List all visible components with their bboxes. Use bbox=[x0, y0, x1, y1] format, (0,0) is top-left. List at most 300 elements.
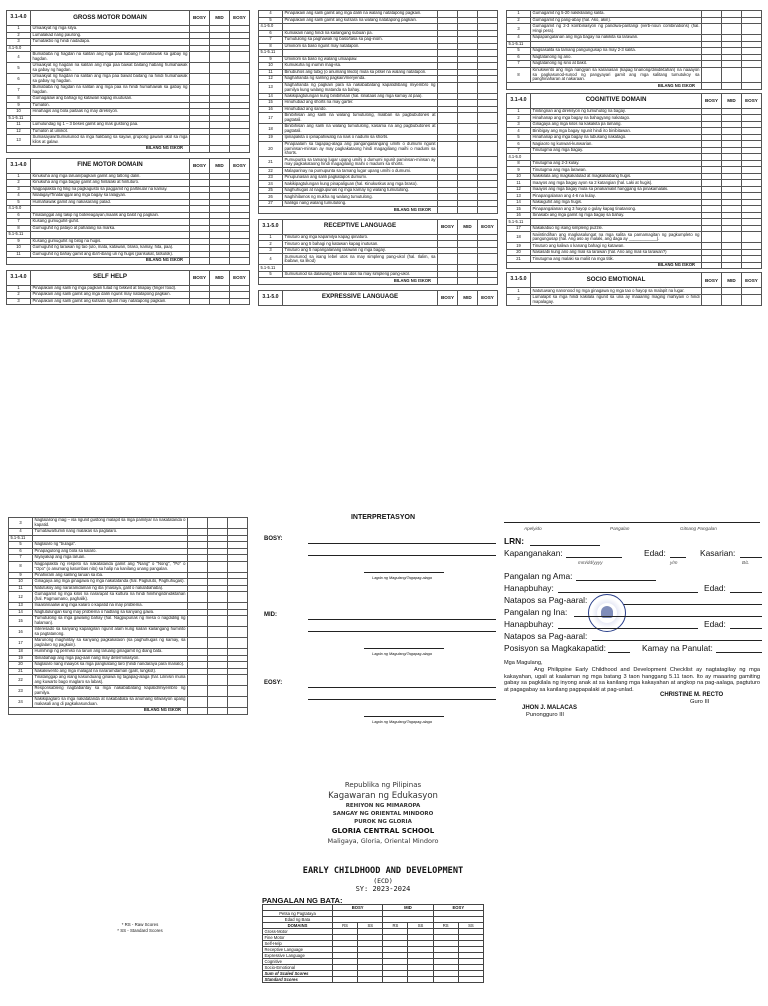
item-number: 2 bbox=[507, 294, 531, 305]
item-description: Naglalaro ng "bulaga". bbox=[33, 542, 188, 549]
item-description: Pumupunta sa tamang lugar upang umihi o dumumi ngunit paminsan-minsan ay may pagkakataong hindi magagiliang maihi o madumi sa shorts. bbox=[284, 156, 436, 167]
item-number: 10 bbox=[9, 579, 33, 586]
mid-score-cell[interactable] bbox=[210, 52, 230, 63]
item-number: 3 bbox=[7, 298, 31, 305]
mid-score-cell[interactable] bbox=[208, 638, 228, 649]
kapanganakan-label: Kapanganakan: bbox=[504, 548, 563, 558]
eosy-header: EOSY bbox=[742, 93, 762, 108]
table-row bbox=[9, 627, 248, 638]
table-row bbox=[507, 67, 762, 83]
item-description: Gumagamit ng 5-20 nakikilalang salita. bbox=[531, 11, 702, 18]
table-row bbox=[259, 113, 498, 124]
mid-header: MID bbox=[210, 11, 230, 26]
mid-header: MID bbox=[722, 93, 742, 108]
ina-field[interactable] bbox=[574, 616, 762, 617]
bosy-score-cell[interactable] bbox=[190, 135, 210, 146]
ama-natapos-label: Natapos sa Pag-aaral: bbox=[504, 595, 588, 605]
mid-total-cell[interactable] bbox=[722, 262, 742, 269]
bosy-score-cell[interactable] bbox=[190, 85, 210, 96]
item-number: 3 bbox=[9, 518, 33, 529]
eosy-total-cell[interactable] bbox=[742, 262, 762, 269]
bosy-score-cell[interactable] bbox=[188, 675, 208, 686]
mid-total-cell[interactable] bbox=[210, 146, 230, 153]
item-number: 22 bbox=[9, 675, 33, 686]
eosy-score-cell[interactable] bbox=[230, 85, 250, 96]
item-description: Tumatakbo ng hindi nadadapa. bbox=[31, 39, 190, 46]
mid-score-cell[interactable] bbox=[210, 85, 230, 96]
bosy-score-cell[interactable] bbox=[438, 113, 458, 124]
eosy-score-cell[interactable] bbox=[228, 675, 248, 686]
mid-score-cell[interactable] bbox=[208, 592, 228, 603]
footnote bbox=[90, 922, 190, 934]
item-number: 19 bbox=[259, 135, 283, 142]
score-cell[interactable] bbox=[383, 977, 408, 983]
domains-label: DOMAINS bbox=[263, 923, 333, 929]
item-number: 12 bbox=[259, 76, 283, 83]
rs-header: RS bbox=[433, 923, 458, 929]
bosy-score-cell[interactable] bbox=[702, 294, 722, 305]
mid-score-cell[interactable] bbox=[722, 232, 742, 243]
mid-total-cell[interactable] bbox=[458, 278, 478, 285]
table-row bbox=[7, 298, 250, 305]
bosy-score-cell[interactable] bbox=[188, 638, 208, 649]
eosy-score-cell[interactable] bbox=[478, 157, 498, 168]
item-number: 16 bbox=[9, 627, 33, 638]
table-row bbox=[259, 141, 498, 157]
item-description: Gumagamit ng 2-3 kombinasyon ng pandiwa-pantangi (verb-noun combinations) (hal. Hingi pera). bbox=[532, 23, 700, 33]
bosy-total-cell[interactable] bbox=[188, 708, 208, 715]
item-description: Bumababa ng hagdan na salitan ang mga paa na hindi humahawak sa gabay ng hagdan. bbox=[32, 84, 188, 94]
interp-eosy-sign-line[interactable] bbox=[364, 716, 444, 717]
interp-mid-line-2[interactable] bbox=[308, 631, 496, 632]
item-number: 11 bbox=[507, 180, 531, 187]
lrn-field[interactable] bbox=[530, 545, 600, 546]
mid-score-cell[interactable] bbox=[458, 157, 478, 168]
bosy-score-cell[interactable] bbox=[438, 141, 458, 157]
bosy-score-cell[interactable] bbox=[188, 592, 208, 603]
item-number: 8 bbox=[7, 96, 31, 103]
bosy-total-cell[interactable] bbox=[438, 278, 458, 285]
mid-total-cell[interactable] bbox=[208, 708, 228, 715]
eosy-score-cell[interactable] bbox=[228, 638, 248, 649]
eosy-score-cell[interactable] bbox=[478, 254, 498, 265]
eosy-score-cell[interactable] bbox=[478, 124, 498, 135]
item-description: Humahawak gamit ang nakasarang palad. bbox=[31, 199, 190, 206]
school-name: GLORIA CENTRAL SCHOOL bbox=[331, 827, 435, 835]
bosy-score-cell[interactable] bbox=[190, 63, 210, 74]
item-number: 13 bbox=[7, 135, 31, 146]
ama-field[interactable] bbox=[576, 580, 656, 581]
item-description: Nakikipaglaro sa mga nakatatanda at nakababata sa anumang sitwasyon upang makasali ang di pagkakasunduan. bbox=[34, 696, 186, 706]
mid-score-cell[interactable] bbox=[722, 294, 742, 305]
eosy-score-cell[interactable] bbox=[228, 697, 248, 708]
eosy-score-cell[interactable] bbox=[230, 63, 250, 74]
item-description: Nagtutulungan kung may problema o hadlang sa kanyang gawa. bbox=[33, 609, 188, 616]
item-description: Kinukwento ang mga nangyari sa karanasan (kapag tinanong/dinidiktahan) na naaayon sa pagkasunod-sunod ng pangyayari gamit ang mga salitang tumutukoy sa panghinaharan at nakaraan. bbox=[532, 67, 700, 82]
mid-score-cell[interactable] bbox=[458, 124, 478, 135]
eosy-score-cell[interactable] bbox=[228, 518, 248, 529]
item-description: Tinuturo ang kaliwa o kanang bahagi ng katawan. bbox=[531, 243, 702, 250]
item-number: 5 bbox=[7, 199, 31, 206]
bosy-score-cell[interactable] bbox=[702, 24, 722, 35]
mid-score-cell[interactable] bbox=[458, 82, 478, 93]
eosy-total-cell[interactable] bbox=[228, 708, 248, 715]
item-description: Ginagaya ang mga ginagawa ng mga nakatatanda (hal. Pagluluto, Paghuhugas). bbox=[33, 579, 188, 586]
item-description: Pinapakain ang sarili gamit ang kutsara ngunit may natatapong pagkain. bbox=[31, 298, 190, 305]
item-description: Ibinabahagi ang mga pag-aari nang may determinasyon. bbox=[33, 655, 188, 662]
item-number: 2 bbox=[7, 32, 31, 39]
gross-motor-table bbox=[6, 10, 250, 153]
domain-row-label: Cognitive bbox=[263, 959, 333, 965]
item-description: Gumuguhit ng bahay gamit ang iba't-ibang uri ng hugis (parisukat, tatsulok). bbox=[31, 251, 190, 258]
item-description: Nakikipagtulungan kung binibihisan (hal. itinataas ang mga kamay at paa). bbox=[283, 93, 438, 100]
kagawaran-line: Kagawaran ng Edukasyon bbox=[328, 791, 438, 801]
eosy-total-cell[interactable] bbox=[230, 258, 250, 265]
fine-motor-table bbox=[6, 158, 250, 265]
score-cell[interactable] bbox=[458, 977, 483, 983]
interpretasyon-section bbox=[258, 508, 508, 748]
item-number: 5 bbox=[507, 134, 531, 141]
item-description: Naghahanda ng sariling pagkain/meryenda. bbox=[283, 76, 438, 83]
eosy-score-cell[interactable] bbox=[742, 67, 762, 83]
bosy-score-cell[interactable] bbox=[190, 298, 210, 305]
item-number: 8 bbox=[9, 561, 33, 572]
domain-row-label: Fine Motor bbox=[263, 935, 333, 941]
self-help-table bbox=[6, 270, 250, 306]
item-number: 9 bbox=[507, 167, 531, 174]
interp-mid-sign-line[interactable] bbox=[364, 648, 444, 649]
ina-natapos-field[interactable] bbox=[592, 640, 762, 641]
domain-title: SOCIO EMOTIONAL bbox=[531, 273, 702, 288]
expressive-continued-table bbox=[506, 10, 762, 90]
item-description: Nakikipagtulungan kung pinapaliguan (hal. Kinukuskus ang mga braso). bbox=[283, 181, 438, 188]
kasarian-field[interactable] bbox=[740, 557, 762, 558]
bosy-score-cell[interactable] bbox=[188, 686, 208, 697]
ama-edad-field[interactable] bbox=[730, 592, 762, 593]
bosy-score-cell[interactable] bbox=[438, 82, 458, 93]
rehiyon-line: REHIYON NG MIMAROPA bbox=[345, 803, 421, 809]
eosy-score-cell[interactable] bbox=[230, 298, 250, 305]
item-number: 9 bbox=[7, 238, 31, 245]
item-description: Tinuturo ang 5 bahagi ng katawan kapag inutusan. bbox=[283, 241, 438, 248]
cognitive-table bbox=[506, 93, 762, 270]
bosy-score-cell[interactable] bbox=[438, 124, 458, 135]
score-cell[interactable] bbox=[358, 977, 383, 983]
letter-body: Ang Philippine Early Childhood and Development Checklist ay nagtatagilay ng mga kakayahan, ugali at kaalaman ng mga batang 3 taon hanggang 5.11 taon. Ito ay maaaring gamiting gabay sa pagkilala ng inyong anak at sa kanilang mga kakayahan at angkop na pag-aalaga, pagtuturo at pagagabay sa kanilang pagpapalaki at pag-unlad. bbox=[504, 667, 760, 694]
mid-header: MID bbox=[383, 905, 433, 911]
mid-header: MID bbox=[458, 219, 478, 234]
interp-bosy-line-1[interactable] bbox=[308, 543, 496, 544]
score-cell[interactable] bbox=[433, 977, 458, 983]
item-description: Lumalakad nang paurong. bbox=[31, 32, 190, 39]
item-number: 8 bbox=[507, 160, 531, 167]
eosy-total-cell[interactable] bbox=[478, 278, 498, 285]
item-description: Nilalagay/Tinatanggal ang mga bagay sa lalagyan. bbox=[31, 193, 190, 200]
edad-field[interactable] bbox=[670, 557, 686, 558]
domain-title: SELF HELP bbox=[31, 270, 190, 285]
item-description: Umaakyat ng mga silya. bbox=[31, 26, 190, 33]
mid-score-cell[interactable] bbox=[458, 254, 478, 265]
domain-row-label: Self-Help bbox=[263, 941, 333, 947]
mid-header: MID bbox=[210, 158, 230, 173]
bosy-header: BOSY bbox=[702, 273, 722, 288]
item-number: 18 bbox=[507, 232, 531, 243]
panel-self-receptive bbox=[258, 10, 498, 306]
socio-emotional-continued-table bbox=[8, 517, 248, 715]
mid-score-cell[interactable] bbox=[210, 63, 230, 74]
item-description: Kusang gumuguhit ng bilog na hugis. bbox=[31, 238, 190, 245]
item-description: Naiintindihan ang magkasalungat na mga salita sa pamamagitan ng pagkumpleto ng pangungusap (hal. Ang aso ay malaki, ang daga ay ____________). bbox=[532, 231, 700, 242]
total-score-row bbox=[7, 258, 250, 265]
kapanganakan-field[interactable] bbox=[566, 557, 622, 558]
eosy-total-cell[interactable] bbox=[478, 207, 498, 214]
item-description: Hinuhubad ang shorts na may garter. bbox=[283, 100, 438, 107]
bosy-score-cell[interactable] bbox=[702, 232, 722, 243]
item-number: 21 bbox=[259, 157, 283, 168]
item-number: 17 bbox=[259, 113, 283, 124]
item-number: 9 bbox=[9, 572, 33, 579]
item-description: Kumakain nang hindi na kailangang subuan pa. bbox=[283, 30, 438, 37]
item-description: Nagtatanong ng sino at bakit. bbox=[531, 61, 702, 68]
bosy-score-cell[interactable] bbox=[190, 52, 210, 63]
interp-mid-label: MID: bbox=[264, 612, 277, 618]
total-score-label: BILANG NG ISKOR bbox=[507, 83, 702, 90]
item-number: 14 bbox=[259, 93, 283, 100]
age-range: 5.1-5.11 bbox=[9, 535, 33, 542]
item-description: Nagsasalita sa tamang pangungusap na may 2-3 salita. bbox=[531, 48, 702, 55]
domain-title: RECEPTIVE LANGUAGE bbox=[283, 219, 438, 234]
mid-score-cell[interactable] bbox=[208, 675, 228, 686]
item-description: Tinatanggap ang isang kasunduang ginawa ng tagapag-alaga (hal. Lilinisin muna ang kuwarto bago maglaro sa labas). bbox=[34, 674, 186, 684]
interp-eosy-line-1[interactable] bbox=[308, 687, 496, 688]
mid-score-cell[interactable] bbox=[210, 74, 230, 85]
item-description: Naglalaro nang maayos sa mga pangkatang laro (hindi nandaraya para manalo). bbox=[33, 662, 188, 669]
eosy-score-cell[interactable] bbox=[478, 141, 498, 157]
table-row bbox=[9, 592, 248, 603]
eosy-total-cell[interactable] bbox=[230, 146, 250, 153]
bosy-total-cell[interactable] bbox=[190, 146, 210, 153]
full-name-line[interactable] bbox=[504, 522, 760, 523]
item-number: 6 bbox=[507, 54, 531, 61]
item-number: 15 bbox=[9, 616, 33, 627]
bosy-score-cell[interactable] bbox=[190, 74, 210, 85]
bosy-total-cell[interactable] bbox=[438, 207, 458, 214]
total-score-label: BILANG NG ISKOR bbox=[7, 258, 190, 265]
item-description: Inaayos ang mga bagay mula sa pinakamaliit hanggang sa pinakamalaki. bbox=[531, 186, 702, 193]
item-number: 6 bbox=[7, 74, 31, 85]
mid-score-cell[interactable] bbox=[208, 686, 228, 697]
mid-score-cell[interactable] bbox=[208, 518, 228, 529]
eosy-score-cell[interactable] bbox=[742, 232, 762, 243]
item-number: 12 bbox=[9, 592, 33, 603]
eosy-score-cell[interactable] bbox=[742, 24, 762, 35]
bosy-header: BOSY bbox=[438, 290, 458, 305]
purok-line: PUROK NG GLORIA bbox=[354, 819, 412, 825]
item-number: 11 bbox=[9, 585, 33, 592]
eosy-score-cell[interactable] bbox=[230, 135, 250, 146]
item-number: 17 bbox=[9, 638, 33, 649]
mid-score-cell[interactable] bbox=[722, 24, 742, 35]
item-description: Inaayos ang mga bagay ayon sa 2 katangian (hal. Laki at hugis). bbox=[531, 180, 702, 187]
eosy-score-cell[interactable] bbox=[478, 113, 498, 124]
eosy-score-cell[interactable] bbox=[228, 616, 248, 627]
table-header bbox=[7, 11, 250, 26]
item-number: 22 bbox=[259, 168, 283, 175]
mid-score-cell[interactable] bbox=[208, 561, 228, 572]
item-number: 6 bbox=[507, 141, 531, 148]
apelyido-label: Apelyido bbox=[524, 526, 542, 531]
item-description: Inaalo/inaaliw ang mga kalaro o kapatid na may problema. bbox=[33, 603, 188, 610]
interp-bosy-line-2[interactable] bbox=[308, 555, 496, 556]
bosy-score-cell[interactable] bbox=[438, 157, 458, 168]
item-number: 6 bbox=[9, 548, 33, 555]
item-number: 15 bbox=[507, 206, 531, 213]
item-number: 4 bbox=[507, 128, 531, 135]
ecd-title: EARLY CHILDHOOD AND DEVELOPMENT bbox=[302, 866, 464, 876]
table-header bbox=[259, 290, 498, 305]
eosy-score-cell[interactable] bbox=[228, 686, 248, 697]
bosy-total-cell[interactable] bbox=[190, 258, 210, 265]
kamay-field[interactable] bbox=[716, 652, 762, 653]
bosy-total-cell[interactable] bbox=[702, 262, 722, 269]
bosy-total-cell[interactable] bbox=[702, 83, 722, 90]
interp-bosy-label: BOSY: bbox=[264, 536, 283, 542]
item-description: Naghuhugas at nagpupunas ng mga kamay ng walang tumutulong. bbox=[283, 187, 438, 194]
mid-score-cell[interactable] bbox=[210, 135, 230, 146]
domain-title: EXPRESSIVE LANGUAGE bbox=[283, 290, 438, 305]
eosy-score-cell[interactable] bbox=[228, 561, 248, 572]
school-address: Maligaya, Gloria, Oriental Mindoro bbox=[327, 837, 439, 845]
age-range-header: 3.1-4.0 bbox=[7, 270, 31, 285]
total-score-row bbox=[7, 146, 250, 153]
bosy-score-cell[interactable] bbox=[188, 518, 208, 529]
interp-bosy-sign-line[interactable] bbox=[364, 572, 444, 573]
posisyon-field[interactable] bbox=[608, 652, 630, 653]
item-number: 5 bbox=[259, 17, 283, 24]
score-cell[interactable] bbox=[408, 977, 433, 983]
mid-header: MID bbox=[458, 290, 478, 305]
sum-row-label: Sum of Scaled Scores bbox=[263, 971, 333, 977]
interp-mid-line-1[interactable] bbox=[308, 619, 496, 620]
eosy-score-cell[interactable] bbox=[228, 627, 248, 638]
ina-hanapbuhay-field[interactable] bbox=[558, 628, 698, 629]
mid-score-cell[interactable] bbox=[210, 298, 230, 305]
mid-score-cell[interactable] bbox=[208, 697, 228, 708]
bosy-score-cell[interactable] bbox=[702, 67, 722, 83]
table-row bbox=[507, 232, 762, 243]
item-number: 11 bbox=[7, 122, 31, 129]
item-description: Umiinom sa baso ng walang umaapaw. bbox=[283, 56, 438, 63]
mid-total-cell[interactable] bbox=[458, 207, 478, 214]
bosy-score-cell[interactable] bbox=[188, 627, 208, 638]
posisyon-label: Posisyon sa Magkakapatid: bbox=[504, 643, 606, 653]
item-description: Tumatawa/tumili nang malakas sa paglalaro. bbox=[33, 529, 188, 536]
mid-score-cell[interactable] bbox=[208, 616, 228, 627]
principal-title: Punongguro III bbox=[526, 712, 565, 718]
item-number: 2 bbox=[507, 17, 531, 24]
item-number: 20 bbox=[9, 662, 33, 669]
eosy-score-cell[interactable] bbox=[230, 52, 250, 63]
item-number: 2 bbox=[259, 241, 283, 248]
magulang-greeting: Mga Magulang, bbox=[504, 660, 543, 666]
item-description: Binibihisan ang sarili na walang tumutulong, kasama na ang pagbubutones at pagtatali. bbox=[284, 123, 436, 133]
mid-total-cell[interactable] bbox=[722, 83, 742, 90]
bosy-header: BOSY bbox=[190, 270, 210, 285]
item-description: Bumababa ng hagdan na salitan ang mga paa habang humahawak sa gabay ng hagdan. bbox=[32, 51, 188, 61]
total-score-row bbox=[259, 278, 498, 285]
item-description: Lumalapit sa mga hindi kakilala ngunit sa una ay maaaring maging mahiyain o hindi mapalagay. bbox=[532, 294, 700, 304]
item-number: 11 bbox=[7, 251, 31, 258]
bosy-score-cell[interactable] bbox=[188, 616, 208, 627]
mid-score-cell[interactable] bbox=[722, 67, 742, 83]
item-description: Kinukuha ang mga bagay gamit ang hinlalaki at hintuturo. bbox=[31, 180, 190, 187]
table-row bbox=[507, 294, 762, 305]
ina-edad-field[interactable] bbox=[730, 628, 762, 629]
item-number: 5 bbox=[507, 48, 531, 55]
item-number: 16 bbox=[507, 212, 531, 219]
item-description: Sumusunod sa isang lebel utos na may simpleng pang-ukol (hal. Ilalim, sa ibabaw, sa likod) bbox=[284, 253, 436, 264]
interp-bosy-sig: Lagda ng Magulang/Tagapag-alaga bbox=[372, 576, 432, 580]
eosy-score-cell[interactable] bbox=[228, 592, 248, 603]
interp-eosy-line-2[interactable] bbox=[308, 699, 496, 700]
total-score-row bbox=[507, 83, 762, 90]
item-description: Pinapakain ang sarili ng mga pagkain tulad ng biskwit at tinapay (finger food). bbox=[31, 285, 190, 292]
mid-score-cell[interactable] bbox=[458, 113, 478, 124]
table-header bbox=[507, 93, 762, 108]
item-description: Gumagalaw ang bahagi ng katawan kapag inuutusan. bbox=[31, 96, 190, 103]
ama-hanapbuhay-field[interactable] bbox=[558, 592, 698, 593]
age-range: 4.1-5.0 bbox=[259, 24, 283, 31]
age-range-header: 3.1-4.0 bbox=[7, 11, 31, 26]
total-score-label: BILANG NG ISKOR bbox=[259, 207, 438, 214]
item-description: Tumutulong sa mga gawaing bahay (hal. Nagpupunas ng mesa o nagdidilig ng halaman). bbox=[34, 615, 186, 625]
panel-expressive-cognitive-socio bbox=[506, 10, 762, 306]
eosy-score-cell[interactable] bbox=[230, 74, 250, 85]
item-number: 8 bbox=[7, 225, 31, 232]
item-number: 10 bbox=[7, 245, 31, 252]
score-cell[interactable] bbox=[333, 977, 358, 983]
item-description: Tinutugma ang malaki sa maliit na mga titik. bbox=[531, 256, 702, 263]
bosy-score-cell[interactable] bbox=[438, 254, 458, 265]
item-number: 5 bbox=[9, 542, 33, 549]
mid-score-cell[interactable] bbox=[458, 141, 478, 157]
domain-title: COGNITIVE DOMAIN bbox=[531, 93, 702, 108]
item-description: Ipinapakita o ipinapahiwatig na nais o nadumi sa shorts. bbox=[283, 135, 438, 142]
item-number: 21 bbox=[9, 668, 33, 675]
total-score-row bbox=[259, 207, 498, 214]
mid-score-cell[interactable] bbox=[208, 627, 228, 638]
eosy-score-cell[interactable] bbox=[742, 294, 762, 305]
eosy-header: EOSY bbox=[742, 273, 762, 288]
sangay-line: SANGAY NG ORIENTAL MINDORO bbox=[332, 811, 434, 817]
age-range-header: 3.1-4.0 bbox=[507, 93, 531, 108]
item-number: 13 bbox=[9, 603, 33, 610]
item-number: 14 bbox=[507, 199, 531, 206]
table-row bbox=[9, 686, 248, 697]
pangalan-label: Pangalan bbox=[610, 526, 630, 531]
item-description: Naglalarong mag – isa ngunit gustong malapit sa mga pamilyar na nakatatanda o kapatid. bbox=[34, 517, 186, 527]
footnote-rs: * RS - Raw Scores bbox=[121, 922, 159, 927]
eosy-score-cell[interactable] bbox=[478, 82, 498, 93]
item-description: Naghihilamos ng mukha ng walang tumutulong. bbox=[283, 194, 438, 201]
item-number: 16 bbox=[259, 106, 283, 113]
ina-label: Pangalan ng Ina: bbox=[504, 607, 568, 617]
eosy-total-cell[interactable] bbox=[742, 83, 762, 90]
item-description: Binibihisan ang sarili na walang tumutulong, maliban sa pagbubutones at pagtatali. bbox=[284, 112, 436, 122]
bosy-score-cell[interactable] bbox=[188, 561, 208, 572]
mid-total-cell[interactable] bbox=[210, 258, 230, 265]
bosy-score-cell[interactable] bbox=[188, 697, 208, 708]
